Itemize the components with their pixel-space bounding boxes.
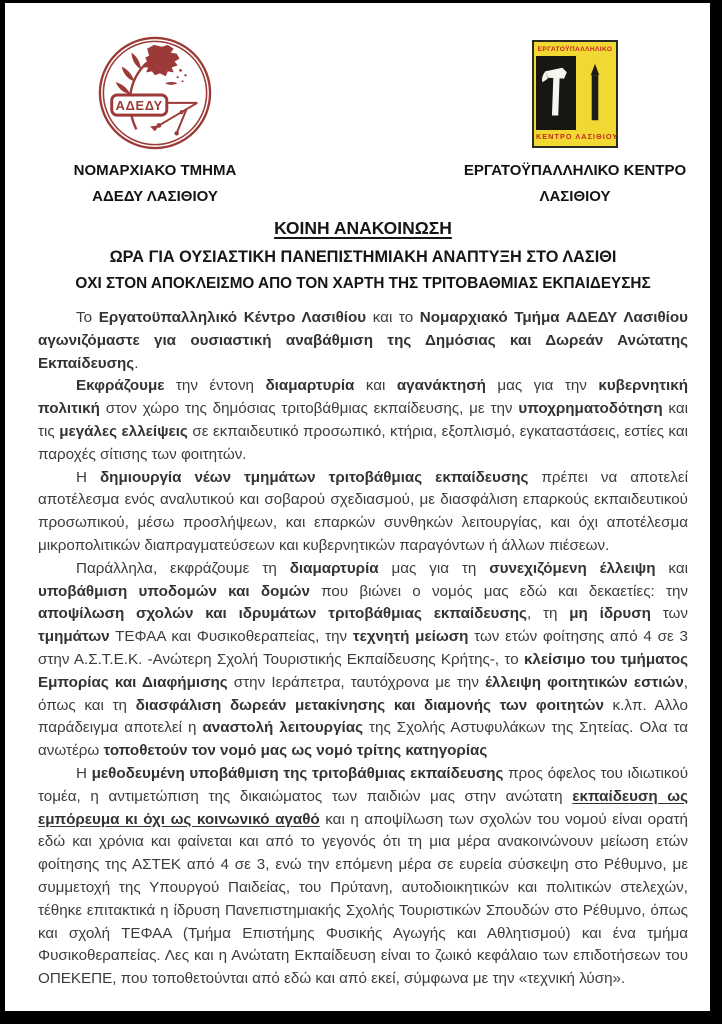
text-run: τεχνητή μείωση (352, 628, 469, 646)
adedy-logo-icon (96, 34, 214, 152)
text-run: των ετών φοίτησης από 4 σε 3 στην Α.Σ.Τ.Ε.Κ. -Ανώτερη Σχολή Τουριστικής Εκπαίδευσης Κρήτης-, το (38, 628, 688, 668)
ek-logo-top-text: ΕΡΓΑΤΟΫΠΑΛΛΗΛΙΚΟ (537, 46, 613, 53)
text-run: αποψίλωση σχολών και ιδρυμάτων τριτοβάθμιας εκπαίδευσης (38, 605, 527, 623)
paragraph (38, 763, 688, 991)
text-run: Εκφράζουμε (76, 377, 165, 395)
org-left-column (40, 34, 270, 210)
text-run: και (354, 377, 397, 395)
text-run: Το (76, 309, 99, 326)
org-right-name-line2: ΛΑΣΙΘΙΟΥ (539, 188, 611, 205)
text-run: Εργατοϋπαλληλικό Κέντρο Λασιθίου (98, 309, 367, 326)
text-run: των (650, 605, 688, 623)
org-left-name-line2: ΑΔΕΔΥ ΛΑΣΙΘΙΟΥ (92, 188, 218, 205)
text-run: , τη (526, 605, 570, 623)
text-run: Παράλληλα, εκφράζουμε τη (76, 559, 290, 577)
text-run: που βιώνει ο νομός μας εδώ και δεκαετίες: την (309, 582, 688, 600)
scan-edge-top (0, 0, 722, 3)
text-run: κυβερνητική πολιτική (38, 377, 688, 418)
text-run: Η (76, 764, 92, 782)
text-run: μη ίδρυση (569, 605, 651, 623)
hammer-icon (538, 62, 574, 124)
paragraph (38, 558, 688, 763)
text-run: . (134, 354, 139, 372)
document-title: ΚΟΙΝΗ ΑΝΑΚΟΙΝΩΣΗ (274, 218, 452, 238)
text-run: μεθοδευμένη υποβάθμιση της τριτοβάθμιας εκπαίδευσης (91, 764, 504, 782)
title-block (38, 218, 688, 293)
ek-logo-bottom-text: ΚΕΝΤΡΟ ΛΑΣΙΘΙΟΥ (536, 132, 619, 141)
text-run: υποχρηματοδότηση (518, 400, 663, 418)
paragraph (38, 375, 688, 466)
text-run: προς όφελος του ιδιωτικού τομέα, η αντιμετώπιση της δικαιώματος των παιδιών μας στην ανώτατη (38, 764, 689, 805)
text-run: τοποθετούν τον νομό μας ως νομό τρίτης κατηγορίας (103, 742, 488, 760)
text-run: διασφάλιση δωρεάν μετακίνησης και διαμονής των φοιτητών (135, 696, 604, 714)
scan-edge-bottom (0, 1011, 722, 1024)
paragraph (38, 467, 688, 558)
text-run: διαμαρτυρία (289, 559, 379, 577)
org-right-name-line1: ΕΡΓΑΤΟΫΠΑΛΛΗΛΙΚΟ ΚΕΝΤΡΟ (463, 162, 687, 179)
text-run: ΤΕΦΑΑ και Φυσικοθεραπείας, την (109, 628, 353, 646)
org-left-name-line1: ΝΟΜΑΡΧΙΑΚΟ ΤΜΗΜΑ (73, 162, 237, 179)
document-subtitle-2: ΟΧΙ ΣΤΟΝ ΑΠΟΚΛΕΙΣΜΟ ΑΠΟ ΤΟΝ ΧΑΡΤΗ ΤΗΣ ΤΡΙΤΟΒΑΘΜΙΑΣ ΕΚΠΑΙΔΕΥΣΗΣ (75, 275, 651, 292)
text-run: και το (366, 309, 420, 326)
document-subtitle-1: ΩΡΑ ΓΙΑ ΟΥΣΙΑΣΤΙΚΗ ΠΑΝΕΠΙΣΤΗΜΙΑΚΗ ΑΝΑΠΤΥΞΗ ΣΤΟ ΛΑΣΙΘΙ (109, 248, 617, 266)
text-run: κλείσιμο του τμήματος Εμπορίας και Διαφήμισης (38, 650, 688, 691)
text-run: Νομαρχιακό Τμήμα ΑΔΕΔΥ Λασιθίου αγωνιζόμαστε για ουσιαστική αναβάθμιση της Δημόσιας και Δωρεάν Ανώτατης Εκπαίδευσης (38, 309, 688, 372)
text-run: και η αποψίλωση των σχολών του νομού είναι ορατή εδώ και χρόνια και φαίνεται και από το γεγονός ότι τη μια μέρα ανακοινώνουν μείωση ετών φοίτησης της ΑΣΤΕΚ από 4 σε 3, ενώ την επόμενη μέρα σε ευρεία σύσκεψη στο Ρέθυμνο, με συμμετοχή της Υπουργού Παιδείας, του Πρύτανη, αυτοδιοικητικών και πολιτικών στελεχών, τέθηκε επιτακτικά η ίδρυση Πανεπιστημιακής Σχολής Τουριστικών Σπουδών στο Ρέθυμνο, όπως και σχολή ΤΕΦΑΑ (Τμήμα Επιστήμης Φυσικής Αγωγής και Αθλητισμού) και ένα τμήμα Φυσικοθεραπείας. Λες και η Ανώτατη Εκπαίδευση είναι το ζωικό κεφάλαιο των επιδοτήσεων του ΟΠΕΚΕΠΕ, που τοποθετούνται από εδώ και από εκεί, σύμφωνα με την «τεχνική λύση». (38, 810, 688, 988)
text-run: στην Ιεράπετρα, ταυτόχρονα με την (227, 673, 486, 691)
org-right-column (455, 40, 695, 210)
text-run: , όπως και τη (38, 673, 688, 714)
text-run: υποβάθμιση υποδομών και δομών (38, 582, 310, 600)
text-run: μεγάλες ελλείψεις (59, 422, 188, 440)
text-run: κ.λπ. Αλλο παράδειγμα αποτελεί η (38, 696, 688, 737)
scan-edge-right (710, 0, 722, 1024)
scan-edge-left (0, 0, 5, 1024)
text-run: διαμαρτυρία (265, 377, 355, 395)
document-body (38, 307, 688, 991)
text-run: εκπαίδευση ως εμπόρευμα κι όχι ως κοινωνικό αγαθό (38, 787, 688, 828)
text-run: και (655, 559, 688, 577)
text-run: δημιουργία νέων τμημάτων τριτοβάθμιας εκπαίδευσης (99, 468, 529, 486)
text-run: της Σχολής Αστυφυλάκων της Σητείας. Ολα τα ανωτέρω (38, 719, 689, 760)
text-run: μας για τη (378, 559, 490, 577)
text-run: έλλειψη φοιτητικών εστιών (485, 673, 684, 691)
text-run: πρέπει να αποτελεί αποτέλεσμα ενός αναλυτικού και σοβαρού σχεδιασμού, με διασφάλιση επαρκούς εκπαιδευτικού προσωπικού, μέσω προσλήψεων, και επαρκών συνθηκών λειτουργίας, και όχι αποτέλεσμα μικροπολιτικών διαπραγματεύσεων και κυβερνητικών παραγόντων ή άλλων πιέσεων. (38, 468, 689, 554)
text-run: συνεχιζόμενη έλλειψη (489, 559, 656, 577)
text-run: τμημάτων (38, 628, 110, 646)
text-run: μας για την (485, 377, 599, 395)
pencil-icon (582, 62, 608, 124)
text-run: στον χώρο της δημόσιας τριτοβάθμιας εκπαίδευσης, με την (99, 400, 519, 418)
text-run: και τις (38, 400, 688, 440)
paragraph (38, 307, 688, 375)
text-run: αναστολή λειτουργίας (202, 719, 363, 737)
adedy-logo-text: ΑΔΕΔΥ (115, 98, 163, 114)
text-run: αγανάκτησή (396, 377, 486, 395)
ergatoypalliliko-kentro-logo (532, 40, 618, 148)
text-run: Η (76, 468, 100, 486)
text-run: την έντονη (164, 377, 266, 395)
text-run: σε εκπαιδευτικό προσωπικό, κτήρια, εξοπλισμό, εγκαταστάσεις, εστίες και παροχές σίτισης των φοιτητών. (38, 422, 688, 463)
